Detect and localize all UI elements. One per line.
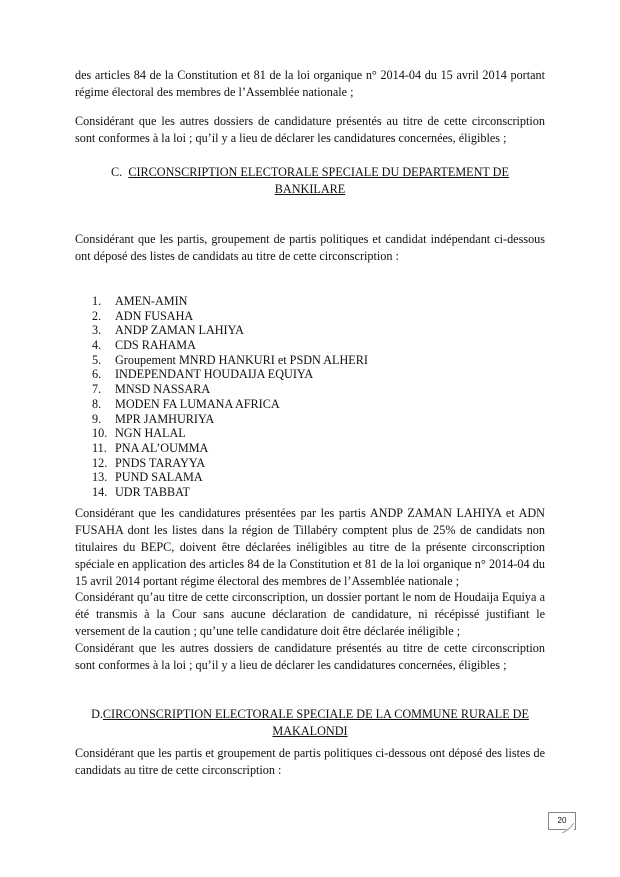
section-c-title: CIRCONSCRIPTION ELECTORALE SPECIALE DU DEPARTEMENT DE BANKILARE [128, 165, 509, 196]
section-d-heading [75, 706, 545, 740]
list-item: 6. INDEPENDANT HOUDAIJA EQUIYA [92, 367, 314, 382]
list-item: 14. UDR TABBAT [92, 484, 190, 499]
list-item: 5. Groupement MNRD HANKURI et PSDN ALHERI [92, 352, 368, 367]
candidates-list [75, 294, 475, 500]
page-curl-icon [562, 823, 574, 833]
list-item: 1. AMEN-AMIN [92, 294, 188, 308]
section-d-title: CIRCONSCRIPTION ELECTORALE SPECIALE DE LA COMMUNE RURALE DE MAKALONDI [102, 707, 529, 738]
section-c-marker: C. [111, 165, 123, 179]
list-item: 8. MODEN FA LUMANA AFRICA [92, 396, 280, 411]
list-item: 7. MNSD NASSARA [92, 382, 211, 397]
list-item: 10. NGN HALAL [92, 426, 186, 441]
section-c-heading [75, 164, 545, 198]
paragraph-ineligible-parties: Considérant que les candidatures présentées par les partis ANDP ZAMAN LAHIYA et ADN FUSAHA dont les listes dans la région de Tillabéry comptent plus de 25% de candidats non titulaires du BEPC, doivent être déclarées inéligibles au titre de la présente circonscription spéciale en application des articles 84 de la Constitution et 81 de la loi organique n° 2014-04 du 15 avril 2014 portant régime électoral des membres de l’Assemblée nationale ; [75, 506, 545, 588]
list-item: 3. ANDP ZAMAN LAHIYA [92, 323, 244, 338]
section-d-marker: D. [91, 707, 103, 721]
list-item: 11. PNA AL’OUMMA [92, 440, 209, 455]
list-item: 13. PUND SALAMA [92, 470, 203, 485]
list-item: 2. ADN FUSAHA [92, 308, 194, 323]
page-number-label: 20 [557, 816, 567, 825]
paragraph-other-files-eligible-2: Considérant que les autres dossiers de candidature présentés au titre de cette circonscription sont conformes à la loi ; qu’il y a lieu de déclarer les candidatures concernées, éligibles ; [75, 641, 545, 672]
paragraph-houdaija-equiya: Considérant qu’au titre de cette circonscription, un dossier portant le nom de Houdaija Equiya a été transmis à la Cour sans aucune déclaration de candidature, ni récépissé justifiant le versement de la caution ; qu’une telle candidature doit être déclarée inéligible ; [75, 590, 545, 638]
paragraph-parties-deposited-d: Considérant que les partis et groupement de partis politiques ci-dessous ont déposé des listes de candidats au titre de cette circonscription : [75, 746, 545, 777]
list-item: 4. CDS RAHAMA [92, 338, 196, 353]
list-item: 9. MPR JAMHURIYA [92, 411, 215, 426]
paragraph-articles-reference: des articles 84 de la Constitution et 81 de la loi organique n° 2014-04 du 15 avril 2014 portant régime électoral des membres de l’Assemblée nationale ; [75, 68, 545, 99]
paragraph-other-files-eligible: Considérant que les autres dossiers de candidature présentés au titre de cette circonscription sont conformes à la loi ; qu’il y a lieu de déclarer les candidatures concernées, éligibles ; [75, 114, 545, 145]
paragraph-parties-deposited: Considérant que les partis, groupement de partis politiques et candidat indépendant ci-dessous ont déposé des listes de candidats au titre de cette circonscription : [75, 232, 545, 263]
list-item: 12. PNDS TARAYYA [92, 455, 206, 470]
